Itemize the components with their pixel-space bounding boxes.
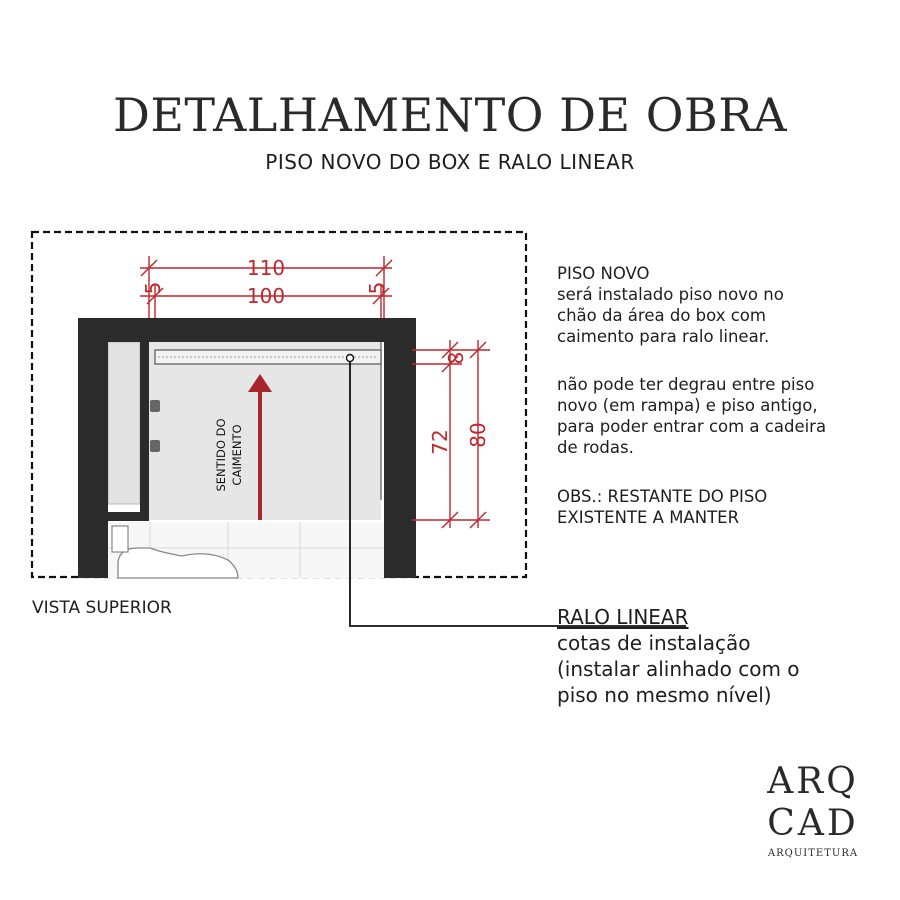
view-label: VISTA SUPERIOR <box>32 598 172 618</box>
dim-overall-width: 110 <box>246 256 286 280</box>
toilet-tank <box>112 526 128 552</box>
brand-logo <box>758 760 868 859</box>
slope-label-line2: CAIMENTO <box>230 424 244 486</box>
dim-inner-width: 100 <box>246 284 286 308</box>
note-degrau-line: novo (em rampa) e piso antigo, <box>557 396 818 415</box>
note-piso-line: caimento para ralo linear. <box>557 327 770 346</box>
note-piso-line: será instalado piso novo no <box>557 285 784 304</box>
page-subtitle: PISO NOVO DO BOX E RALO LINEAR <box>265 150 635 174</box>
slope-label-line1: SENTIDO DO <box>214 418 228 492</box>
ralo-line: (instalar alinhado com o <box>557 657 800 681</box>
dim-slope-length: 72 <box>428 429 452 455</box>
note-degrau-line: não pode ter degrau entre piso <box>557 375 815 394</box>
dim-left-offset: 5 <box>141 281 165 295</box>
logo-line1: ARQ <box>767 761 859 802</box>
dim-right-offset: 5 <box>365 281 389 295</box>
note-piso-novo <box>557 263 784 347</box>
note-obs-line: OBS.: RESTANTE DO PISO <box>557 487 768 506</box>
note-degrau-line: para poder entrar com a cadeira <box>557 417 827 436</box>
note-degrau <box>557 374 826 458</box>
ralo-note <box>557 604 800 708</box>
drain-outlet <box>347 355 354 362</box>
note-obs <box>557 486 767 528</box>
logo-line2: CAD <box>767 803 859 844</box>
note-piso-line: chão da área do box com <box>557 306 766 325</box>
dim-total-depth: 80 <box>466 422 490 448</box>
dim-drain-depth: 8 <box>444 351 468 365</box>
logo-sub: ARQUITETURA <box>767 848 859 859</box>
ralo-line: piso no mesmo nível) <box>557 683 772 707</box>
note-degrau-line: de rodas. <box>557 438 634 457</box>
left-bench <box>108 342 140 504</box>
note-piso-title: PISO NOVO <box>557 264 650 283</box>
note-obs-line: EXISTENTE A MANTER <box>557 508 740 527</box>
ralo-line: cotas de instalação <box>557 631 751 655</box>
ralo-title: RALO LINEAR <box>557 605 689 629</box>
box-floor <box>149 342 381 520</box>
page-title: DETALHAMENTO DE OBRA <box>112 88 788 142</box>
